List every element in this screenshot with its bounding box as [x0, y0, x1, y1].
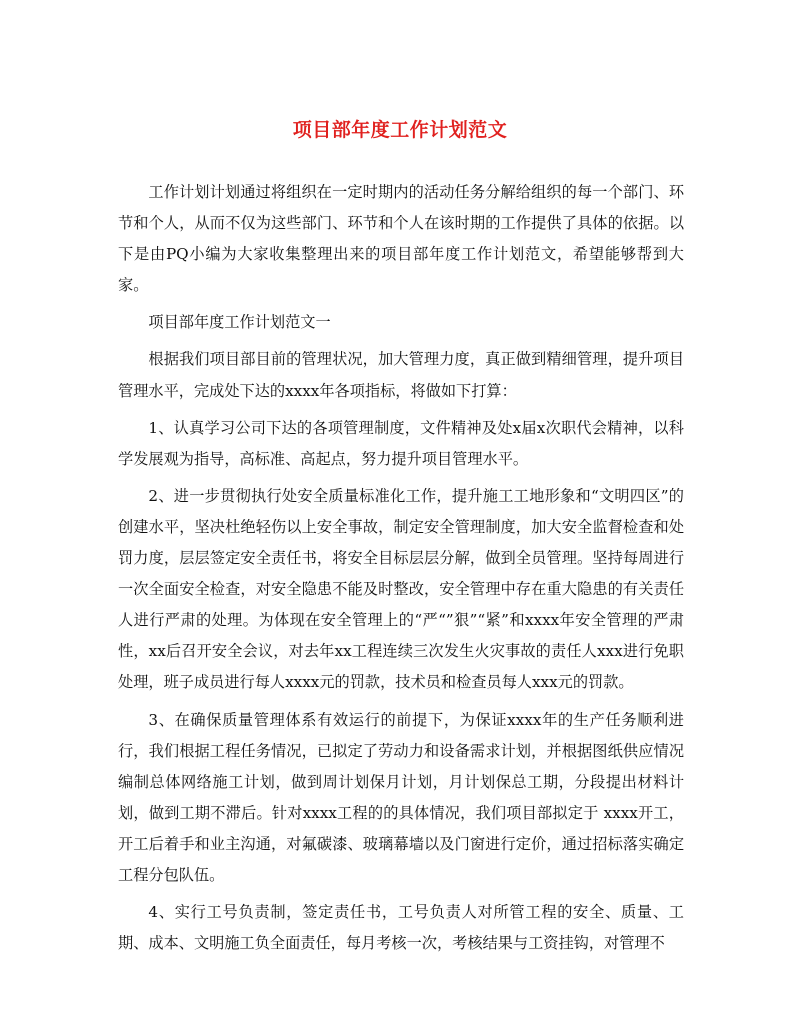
document-body — [118, 177, 684, 965]
list-item-2: 2、进一步贯彻执行处安全质量标准化工作，提升施工工地形象和“文明四区”的创建水平，坚决杜绝轻伤以上安全事故，制定安全管理制度，加大安全监督检查和处罚力度，层层签定安全责任书，将安全目标层层分解，做到全员管理。坚持每周进行一次全面安全检查，对安全隐患不能及时整改，安全管理中存在重大隐患的有关责任人进行严肃的处理。为体现在安全管理上的“严“”狠”“紧”和xxxx年安全管理的严肃性，xx后召开安全会议，对去年xx工程连续三次发生火灾事故的责任人xxx进行免职处理，班子成员进行每人xxxx元的罚款，技术员和检查员每人xxx元的罚款。 — [118, 486, 684, 692]
list-item-1: 1、认真学习公司下达的各项管理制度，文件精神及处x届x次职代会精神，以科学发展观为指导，高标准、高起点，努力提升项目管理水平。 — [118, 418, 684, 468]
document-title: 项目部年度工作计划范文 — [292, 119, 508, 141]
list-item-4: 4、实行工号负责制，签定责任书，工号负责人对所管工程的安全、质量、工期、成本、文明施工负全面责任，每月考核一次，考核结果与工资挂钩，对管理不 — [118, 903, 684, 953]
list-item-3: 3、在确保质量管理体系有效运行的前提下，为保证xxxx年的生产任务顺利进行，我们根据工程任务情况，已拟定了劳动力和设备需求计划，并根据图纸供应情况编制总体网络施工计划，做到周计划保月计划，月计划保总工期，分段提出材料计划，做到工期不滞后。针对xxxx工程的的具体情况，我们项目部拟定于 xxxx开工，开工后着手和业主沟通，对氟碳漆、玻璃幕墙以及门窗进行定价，通过招标落实确定工程分包队伍。 — [118, 710, 684, 884]
body-paragraph: 根据我们项目部目前的管理状况，加大管理力度，真正做到精细管理，提升项目管理水平，完成处下达的xxxx年各项指标，将做如下打算： — [118, 350, 684, 400]
section-heading: 项目部年度工作计划范文一 — [148, 313, 331, 332]
intro-paragraph: 工作计划计划通过将组织在一定时期内的活动任务分解给组织的每一个部门、环节和个人，从而不仅为这些部门、环节和个人在该时期的工作提供了具体的依据。以下是由PQ小编为大家收集整理出来的项目部年度工作计划范文，希望能够帮到大家。 — [118, 183, 684, 295]
